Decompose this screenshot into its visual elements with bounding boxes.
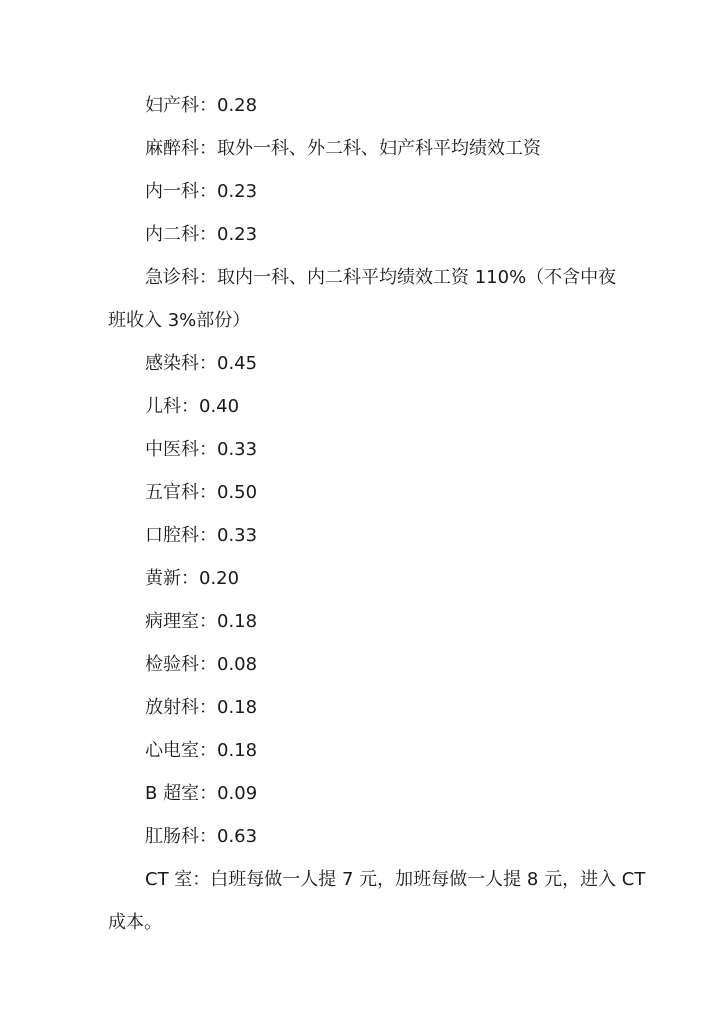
line-laboratory: 检验科：0.08 (145, 654, 258, 675)
line-ultrasound: B 超室：0.09 (145, 783, 258, 804)
line-stomatology: 口腔科：0.33 (145, 525, 258, 546)
line-emergency-2: 班收入 3%部份） (108, 310, 251, 331)
line-pathology: 病理室：0.18 (145, 611, 258, 632)
line-internal-2: 内二科：0.23 (145, 224, 258, 245)
line-proctology: 肛肠科：0.63 (145, 826, 258, 847)
line-radiology: 放射科：0.18 (145, 697, 258, 718)
line-anesthesia: 麻醉科：取外一科、外二科、妇产科平均绩效工资 (145, 138, 541, 159)
line-ecg: 心电室：0.18 (145, 740, 258, 761)
line-huangxin: 黄新：0.20 (145, 568, 240, 589)
line-internal-1: 内一科：0.23 (145, 181, 258, 202)
document-body (108, 84, 646, 944)
line-ent: 五官科：0.50 (145, 482, 258, 503)
line-tcm: 中医科：0.33 (145, 439, 258, 460)
line-emergency-1: 急诊科：取内一科、内二科平均绩效工资 110%（不含中夜 (145, 267, 617, 288)
line-ct-2: 成本。 (108, 912, 162, 933)
line-ct-1: CT 室：白班每做一人提 7 元，加班每做一人提 8 元，进入 CT (145, 869, 646, 890)
line-obgyn: 妇产科：0.28 (145, 95, 258, 116)
line-infection: 感染科：0.45 (145, 353, 258, 374)
line-pediatrics: 儿科：0.40 (145, 396, 240, 417)
